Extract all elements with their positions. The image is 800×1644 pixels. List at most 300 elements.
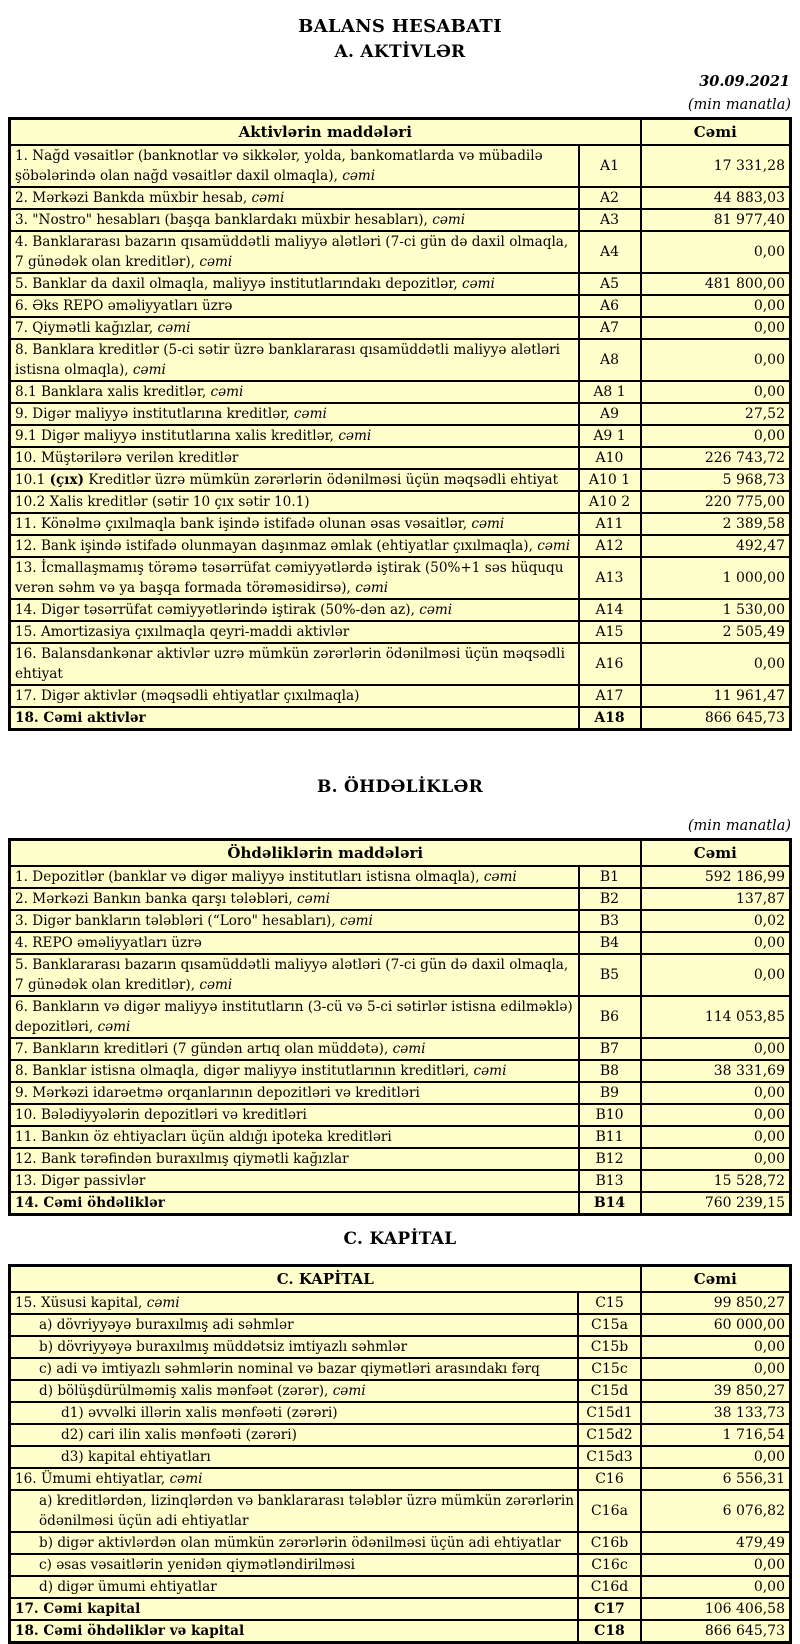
table-row: [10, 1380, 791, 1402]
row-value: 0,00: [641, 1336, 791, 1358]
label-segment: 6. Əks REPO əməliyyatları üzrə: [15, 298, 233, 314]
label-segment: cəmi: [419, 602, 453, 618]
label-segment: 1. Depozitlər (banklar və digər maliyyə institutları istisna olmaqla),: [15, 869, 484, 885]
section-b: [8, 776, 792, 1216]
table-row: [10, 425, 791, 447]
row-label: [10, 1148, 579, 1170]
table-row: [10, 1576, 791, 1598]
row-label: [10, 621, 579, 643]
label-segment: 10. Müştərilərə verilən kreditlər: [15, 450, 239, 466]
table-row: [10, 932, 791, 954]
label-segment: 3. "Nostro" hesabları (başqa banklardakı müxbir hesabları),: [15, 212, 433, 228]
row-value: 81 977,40: [641, 209, 791, 231]
row-label: [10, 1192, 579, 1215]
table-row: [10, 1192, 791, 1215]
table-row: [10, 888, 791, 910]
label-segment: cəmi: [342, 168, 376, 184]
label-segment: 9. Digər maliyyə institutlarına kreditlər,: [15, 406, 294, 422]
row-code: B6: [579, 996, 641, 1038]
table-row: [10, 1490, 791, 1532]
row-code: A2: [579, 187, 641, 209]
label-segment: 13. Digər passivlər: [15, 1173, 146, 1189]
row-code: B3: [579, 910, 641, 932]
table-row: [10, 996, 791, 1038]
row-code: C18: [578, 1620, 640, 1643]
label-segment: cəmi: [471, 516, 505, 532]
table-row: [10, 557, 791, 599]
row-code: A11: [579, 513, 641, 535]
row-code: A8 1: [579, 381, 641, 403]
label-segment: 6. Bankların və digər maliyyə institutların (3-cü və 5-ci sətirlər istisna edilməklə) depozitləri,: [15, 999, 573, 1035]
balance-report-document: [0, 16, 800, 1644]
row-value: 0,02: [641, 910, 791, 932]
row-label: [10, 1402, 579, 1424]
table-row: [10, 1292, 791, 1314]
table-row: [10, 403, 791, 425]
row-label: [10, 535, 579, 557]
label-segment: cəmi: [293, 406, 327, 422]
table-row: [10, 381, 791, 403]
label-segment: cəmi: [251, 190, 285, 206]
table-row: [10, 599, 791, 621]
row-code: B1: [579, 866, 641, 888]
row-value: 0,00: [641, 339, 791, 381]
row-label: [10, 1336, 579, 1358]
row-code: A8: [579, 339, 641, 381]
row-value: 1 716,54: [641, 1424, 791, 1446]
row-label: [10, 599, 579, 621]
label-segment: d) bölüşdürülməmiş xalis mənfəət (zərər),: [39, 1383, 333, 1399]
row-value: 0,00: [641, 1148, 791, 1170]
label-segment: 10.2 Xalis kreditlər (sətir 10 çıx sətir 10.1): [15, 494, 310, 510]
row-code: B13: [579, 1170, 641, 1192]
table-row: [10, 1038, 791, 1060]
row-value: 592 186,99: [641, 866, 791, 888]
label-segment: Kreditlər üzrə mümkün zərərlərin ödənilməsi üçün məqsədli ehtiyat: [84, 472, 559, 488]
row-code: C16: [578, 1468, 640, 1490]
row-value: 0,00: [641, 1104, 791, 1126]
row-label: [10, 1358, 579, 1380]
label-segment: 13. İcmallaşmamış törəmə təsərrüfat cəmiyyətlərdə iştirak (50%+1 səs hüququ verən səhm və ya başqa formada törəməsidirsə),: [15, 560, 564, 596]
label-segment: 14. Digər təsərrüfat cəmiyyətlərində iştirak (50%-dən az),: [15, 602, 420, 618]
row-value: 0,00: [641, 1358, 791, 1380]
row-label: [10, 1532, 579, 1554]
row-code: B10: [579, 1104, 641, 1126]
row-value: 0,00: [641, 1576, 791, 1598]
label-segment: cəmi: [157, 320, 191, 336]
row-label: [10, 491, 579, 513]
table-b: [8, 838, 792, 1216]
row-code: C16c: [578, 1554, 640, 1576]
table-row: [10, 685, 791, 707]
label-segment: cəmi: [297, 891, 330, 907]
report-date: 30.09.2021: [699, 73, 790, 90]
table-row: [10, 1424, 791, 1446]
table-row: [10, 145, 791, 187]
row-code: C15: [578, 1292, 640, 1314]
column-header-total: Cəmi: [641, 1266, 791, 1293]
row-label: [10, 425, 579, 447]
row-label: [10, 910, 579, 932]
table-row: [10, 491, 791, 513]
row-value: 6 556,31: [641, 1468, 791, 1490]
table-row: [10, 535, 791, 557]
row-label: [10, 1446, 579, 1468]
row-code: B12: [579, 1148, 641, 1170]
row-label: [10, 1060, 579, 1082]
row-label: [10, 1038, 579, 1060]
row-code: C15d2: [578, 1424, 640, 1446]
row-code: A14: [579, 599, 641, 621]
column-header-items: Öhdəliklərin maddələri: [10, 840, 641, 867]
table-row: [10, 954, 791, 996]
table-row: [10, 866, 791, 888]
row-code: C16b: [578, 1532, 640, 1554]
label-segment: 9.1 Digər maliyyə institutlarına xalis kreditlər,: [15, 428, 339, 444]
row-code: A15: [579, 621, 641, 643]
row-value: 99 850,27: [641, 1292, 791, 1314]
label-segment: cəmi: [97, 1019, 131, 1035]
row-code: A10: [579, 447, 641, 469]
row-label: [10, 1424, 579, 1446]
row-code: A13: [579, 557, 641, 599]
row-code: C15d: [578, 1380, 640, 1402]
row-value: 0,00: [641, 1554, 791, 1576]
label-segment: 1. Nağd vəsaitlər (banknotlar və sikkələr, yolda, bankomatlarda və mübadilə şöbələrində olan nağd vəsaitlər daxil olmaqla),: [15, 148, 543, 184]
table-row: [10, 1620, 791, 1643]
label-segment: cəmi: [132, 362, 166, 378]
row-code: A6: [579, 295, 641, 317]
label-segment: 8. Banklar istisna olmaqla, digər maliyyə institutlarının kreditləri,: [15, 1063, 474, 1079]
row-value: 0,00: [641, 1082, 791, 1104]
row-value: 1 000,00: [641, 557, 791, 599]
label-segment: cəmi: [339, 913, 373, 929]
table-row: [10, 1314, 791, 1336]
row-value: 0,00: [641, 231, 791, 273]
row-label: [10, 469, 579, 491]
label-segment: a) kreditlərdən, lizinqlərdən və banklararası tələblər üzrə mümkün zərərlərin ödənilməsi üçün adi ehtiyatlar: [39, 1493, 575, 1529]
row-label: [10, 447, 579, 469]
column-header-total: Cəmi: [641, 119, 791, 146]
row-code: A3: [579, 209, 641, 231]
table-row: [10, 1082, 791, 1104]
label-segment: cəmi: [338, 428, 372, 444]
row-value: 106 406,58: [641, 1598, 791, 1620]
label-segment: 2. Mərkəzi Bankda müxbir hesab,: [15, 190, 252, 206]
table-row: [10, 273, 791, 295]
row-code: B14: [579, 1192, 641, 1215]
row-label: [10, 557, 579, 599]
table-row: [10, 1060, 791, 1082]
label-segment: cəmi: [461, 276, 495, 292]
row-label: [10, 339, 579, 381]
row-value: 60 000,00: [641, 1314, 791, 1336]
row-value: 0,00: [641, 1446, 791, 1468]
table-row: [10, 231, 791, 273]
label-segment: 15. Amortizasiya çıxılmaqla qeyri-maddi aktivlər: [15, 624, 350, 640]
row-label: [10, 932, 579, 954]
row-code: B4: [579, 932, 641, 954]
table-row: [10, 1126, 791, 1148]
label-segment: 2. Mərkəzi Bankın banka qarşı tələbləri,: [15, 891, 298, 907]
row-code: C15b: [578, 1336, 640, 1358]
label-segment: 9. Mərkəzi idarəetmə orqanlarının depozitləri və kreditləri: [15, 1085, 420, 1101]
row-code: A4: [579, 231, 641, 273]
label-segment: cəmi: [146, 1295, 180, 1311]
table-row: [10, 1148, 791, 1170]
table-row: [10, 317, 791, 339]
row-label: [10, 996, 579, 1038]
row-code: A17: [579, 685, 641, 707]
label-segment: 7. Bankların kreditləri (7 gündən artıq olan müddətə),: [15, 1041, 393, 1057]
table-header-row: [10, 119, 791, 146]
label-segment: cəmi: [332, 1383, 366, 1399]
table-row: [10, 707, 791, 730]
row-value: 220 775,00: [641, 491, 791, 513]
row-code: A1: [579, 145, 641, 187]
label-segment: c) əsas vəsaitlərin yenidən qiymətləndirilməsi: [39, 1557, 356, 1573]
row-label: [10, 1082, 579, 1104]
section-heading-b: B. ÖHDƏLİKLƏR: [316, 777, 484, 797]
row-code: A5: [579, 273, 641, 295]
label-segment: 14. Cəmi öhdəliklər: [15, 1195, 165, 1211]
table-a: [8, 117, 792, 731]
label-segment: 16. Balansdankənar aktivlər uzrə mümkün zərərlərin ödənilməsi üçün məqsədli ehtiyat: [15, 646, 565, 682]
label-segment: 16. Ümumi ehtiyatlar,: [15, 1471, 170, 1487]
table-row: [10, 1170, 791, 1192]
row-code: A10 2: [579, 491, 641, 513]
row-value: 11 961,47: [641, 685, 791, 707]
table-row: [10, 1554, 791, 1576]
section-c: [8, 1228, 792, 1644]
table-row: [10, 1402, 791, 1424]
label-segment: 5. Banklar da daxil olmaqla, maliyyə institutlarındakı depozitlər,: [15, 276, 462, 292]
row-label: [10, 403, 579, 425]
label-segment: 17. Cəmi kapital: [15, 1601, 141, 1617]
row-label: [10, 954, 579, 996]
column-header-total: Cəmi: [641, 840, 791, 867]
label-segment: 12. Bank tərəfindən buraxılmış qiymətli kağızlar: [15, 1151, 349, 1167]
label-segment: cəmi: [392, 1041, 426, 1057]
table-c: [8, 1264, 792, 1644]
label-segment: d1) əvvəlki illərin xalis mənfəəti (zərəri): [61, 1405, 338, 1421]
table-row: [10, 339, 791, 381]
table-row: [10, 1104, 791, 1126]
row-value: 15 528,72: [641, 1170, 791, 1192]
row-label: [10, 145, 579, 187]
row-value: 481 800,00: [641, 273, 791, 295]
label-segment: d3) kapital ehtiyatları: [61, 1449, 211, 1465]
row-code: A7: [579, 317, 641, 339]
row-label: [10, 209, 579, 231]
label-segment: cəmi: [537, 538, 571, 554]
column-header-items: Aktivlərin maddələri: [10, 119, 641, 146]
row-value: 492,47: [641, 535, 791, 557]
row-label: [10, 1170, 579, 1192]
label-segment: b) dövriyyəyə buraxılmış müddətsiz imtiyazlı səhmlər: [39, 1339, 408, 1355]
row-value: 0,00: [641, 381, 791, 403]
row-code: A18: [579, 707, 641, 730]
row-label: [10, 317, 579, 339]
row-label: [10, 513, 579, 535]
row-value: 2 389,58: [641, 513, 791, 535]
label-segment: 15. Xüsusi kapital,: [15, 1295, 147, 1311]
row-code: C16d: [578, 1576, 640, 1598]
row-value: 1 530,00: [641, 599, 791, 621]
row-value: 0,00: [641, 317, 791, 339]
row-value: 0,00: [641, 954, 791, 996]
row-value: 38 331,69: [641, 1060, 791, 1082]
table-row: [10, 1336, 791, 1358]
label-segment: cəmi: [483, 869, 517, 885]
row-value: 0,00: [641, 1038, 791, 1060]
report-title: BALANS HESABATI: [298, 16, 502, 37]
row-code: A9: [579, 403, 641, 425]
row-value: 114 053,85: [641, 996, 791, 1038]
row-label: [10, 707, 579, 730]
label-segment: cəmi: [473, 1063, 507, 1079]
row-code: B9: [579, 1082, 641, 1104]
label-segment: cəmi: [169, 1471, 203, 1487]
row-code: B8: [579, 1060, 641, 1082]
unit-note: (min manatla): [687, 818, 791, 834]
row-code: A9 1: [579, 425, 641, 447]
label-segment: d2) cari ilin xalis mənfəəti (zərəri): [61, 1427, 297, 1443]
row-label: [10, 187, 579, 209]
row-value: 226 743,72: [641, 447, 791, 469]
row-value: 6 076,82: [641, 1490, 791, 1532]
label-segment: 18. Cəmi öhdəliklər və kapital: [15, 1623, 245, 1639]
table-row: [10, 1468, 791, 1490]
table-row: [10, 1598, 791, 1620]
row-value: 0,00: [641, 295, 791, 317]
row-value: 479,49: [641, 1532, 791, 1554]
label-segment: 10. Bələdiyyələrin depozitləri və kreditləri: [15, 1107, 307, 1123]
row-code: B5: [579, 954, 641, 996]
label-segment: 7. Qiymətli kağızlar,: [15, 320, 158, 336]
label-segment: a) dövriyyəyə buraxılmış adi səhmlər: [39, 1317, 294, 1333]
label-segment: d) digər ümumi ehtiyatlar: [39, 1579, 217, 1595]
table-header-row: [10, 840, 791, 867]
label-segment: c) adi və imtiyazlı səhmlərin nominal və bazar qiymətləri arasındakı fərq: [39, 1361, 540, 1377]
row-label: [10, 643, 579, 685]
row-code: B7: [579, 1038, 641, 1060]
table-row: [10, 910, 791, 932]
row-label: [10, 381, 579, 403]
row-label: [10, 1576, 579, 1598]
row-code: C15d1: [578, 1402, 640, 1424]
table-row: [10, 1446, 791, 1468]
row-label: [10, 295, 579, 317]
row-value: 2 505,49: [641, 621, 791, 643]
section-a: [8, 16, 792, 731]
label-segment: 8. Banklara kreditlər (5-ci sətir üzrə banklararası qısamüddətli maliyyə alətləri istisna olmaqla),: [15, 342, 560, 378]
row-label: [10, 1598, 579, 1620]
label-segment: cəmi: [210, 384, 244, 400]
section-heading-c: C. KAPİTAL: [343, 1229, 457, 1249]
table-row: [10, 621, 791, 643]
row-value: 27,52: [641, 403, 791, 425]
row-value: 866 645,73: [641, 1620, 791, 1643]
row-label: [10, 1620, 579, 1643]
row-value: 39 850,27: [641, 1380, 791, 1402]
label-segment: cəmi: [432, 212, 466, 228]
row-value: 866 645,73: [641, 707, 791, 730]
row-code: C15c: [578, 1358, 640, 1380]
table-row: [10, 1532, 791, 1554]
label-segment: 5. Banklararası bazarın qısamüddətli maliyyə alətləri (7-ci gün də daxil olmaqla, 7 günədək olan kreditlər),: [15, 957, 569, 993]
row-code: A10 1: [579, 469, 641, 491]
row-label: [10, 273, 579, 295]
table-row: [10, 295, 791, 317]
label-segment: 11. Könəlmə çıxılmaqla bank işində istifadə olunan əsas vəsaitlər,: [15, 516, 472, 532]
row-value: 44 883,03: [641, 187, 791, 209]
table-row: [10, 187, 791, 209]
label-segment: 18. Cəmi aktivlər: [15, 710, 146, 726]
table-row: [10, 643, 791, 685]
row-value: 760 239,15: [641, 1192, 791, 1215]
row-label: [10, 1314, 579, 1336]
label-segment: b) digər aktivlərdən olan mümkün zərərlərin ödənilməsi üçün adi ehtiyatlar: [39, 1535, 561, 1551]
row-value: 17 331,28: [641, 145, 791, 187]
table-row: [10, 209, 791, 231]
row-label: [10, 231, 579, 273]
row-label: [10, 1554, 579, 1576]
row-label: [10, 685, 579, 707]
row-label: [10, 1126, 579, 1148]
row-label: [10, 1468, 579, 1490]
label-segment: 12. Bank işində istifadə olunmayan daşınmaz əmlak (ehtiyatlar çıxılmaqla),: [15, 538, 538, 554]
label-segment: 4. REPO əməliyyatları üzrə: [15, 935, 202, 951]
row-value: 0,00: [641, 425, 791, 447]
row-label: [10, 1490, 579, 1532]
label-segment: 8.1 Banklara xalis kreditlər,: [15, 384, 211, 400]
row-code: C15d3: [578, 1446, 640, 1468]
row-value: 0,00: [641, 643, 791, 685]
row-value: 0,00: [641, 932, 791, 954]
row-value: 38 133,73: [641, 1402, 791, 1424]
row-value: 137,87: [641, 888, 791, 910]
label-segment: 17. Digər aktivlər (məqsədli ehtiyatlar çıxılmaqla): [15, 688, 360, 704]
row-code: A16: [579, 643, 641, 685]
row-code: C17: [578, 1598, 640, 1620]
label-segment: cəmi: [199, 254, 233, 270]
label-segment: cəmi: [355, 580, 389, 596]
section-heading-a: A. AKTİVLƏR: [334, 42, 466, 62]
label-segment: cəmi: [199, 977, 233, 993]
label-segment: 4. Banklararası bazarın qısamüddətli maliyyə alətləri (7-ci gün də daxil olmaqla, 7 günədək olan kreditlər),: [15, 234, 569, 270]
unit-note: (min manatla): [687, 97, 791, 113]
table-row: [10, 1358, 791, 1380]
column-header-items: C. KAPİTAL: [10, 1266, 641, 1293]
row-label: [10, 1292, 579, 1314]
label-segment: 11. Bankın öz ehtiyacları üçün aldığı ipoteka kreditləri: [15, 1129, 392, 1145]
table-row: [10, 447, 791, 469]
row-label: [10, 888, 579, 910]
row-value: 0,00: [641, 1126, 791, 1148]
table-row: [10, 469, 791, 491]
row-label: [10, 866, 579, 888]
row-label: [10, 1104, 579, 1126]
row-code: A12: [579, 535, 641, 557]
row-code: C15a: [578, 1314, 640, 1336]
row-value: 5 968,73: [641, 469, 791, 491]
row-code: C16a: [578, 1490, 640, 1532]
label-segment: 10.1: [15, 472, 50, 488]
row-code: B11: [579, 1126, 641, 1148]
row-label: [10, 1380, 579, 1402]
label-segment: (çıx): [49, 472, 85, 488]
